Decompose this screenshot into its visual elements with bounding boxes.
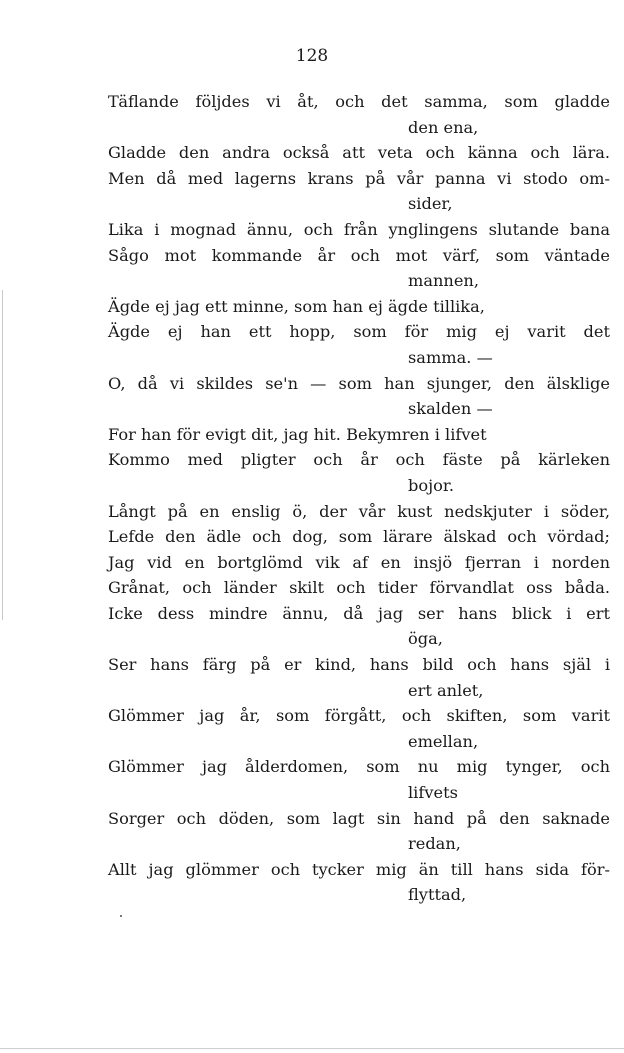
poem-line: Sågo mot kommande år och mot värf, som väntade (108, 245, 610, 265)
scan-edge-line (2, 290, 3, 620)
poem-line: Sorger och döden, som lagt sin hand på den saknade (108, 808, 610, 828)
page-number: 128 (295, 46, 329, 66)
poem-line-continuation: sider, (408, 194, 453, 214)
scan-bottom-edge (0, 1048, 624, 1049)
poem-line-continuation: den ena, (408, 117, 479, 137)
poem-line: Kommo med pligter och år och fäste på kärleken (108, 450, 610, 470)
scan-speck (120, 915, 122, 917)
poem-line: Jag vid en bortglömd vik af en insjö fjerran i norden (108, 552, 610, 572)
poem-line-continuation: ert anlet, (408, 680, 484, 700)
poem-line: Ser hans färg på er kind, hans bild och hans själ i (108, 655, 610, 675)
poem-line-continuation: skalden — (408, 399, 493, 419)
poem-line: Lika i mognad ännu, och från ynglingens slutande bana (108, 219, 610, 239)
poem-line: Grånat, och länder skilt och tider förvandlat oss båda. (108, 578, 610, 598)
poem-line-continuation: bojor. (408, 475, 454, 495)
poem-line-continuation: mannen, (408, 271, 480, 291)
poem-line: Glömmer jag ålderdomen, som nu mig tynger, och (108, 757, 610, 777)
poem-line: Täflande följdes vi åt, och det samma, som gladde (108, 92, 610, 111)
poem-line: Gladde den andra också att veta och känna och lära. (108, 143, 610, 163)
poem-line: O, då vi skildes se'n — som han sjunger, den älsklige (108, 373, 610, 393)
poem-line: Men då med lagerns krans på vår panna vi stodo om- (108, 168, 610, 188)
poem-line: Ägde ej han ett hopp, som för mig ej varit det (108, 322, 610, 342)
poem-line: Lefde den ädle och dog, som lärare älskad och vördad; (108, 527, 610, 547)
poem-body (108, 89, 610, 908)
poem-line-continuation: redan, (408, 834, 461, 854)
poem-line-continuation: öga, (408, 629, 443, 649)
poem-line: Långt på en enslig ö, der vår kust nedskjuter i söder, (108, 501, 610, 521)
poem-line: Glömmer jag år, som förgått, och skiften, som varit (108, 706, 610, 726)
poem-line-continuation: samma. — (408, 347, 493, 367)
poem-line-continuation: emellan, (408, 731, 479, 751)
poem-line: For han för evigt dit, jag hit. Bekymren i lifvet (108, 424, 487, 444)
poem-line-continuation: flyttad, (408, 885, 467, 905)
poem-line-continuation: lifvets (408, 783, 458, 803)
poem-line: Ägde ej jag ett minne, som han ej ägde tillika, (108, 296, 485, 316)
poem-line: Icke dess mindre ännu, då jag ser hans blick i ert (108, 603, 610, 623)
poem-line: Allt jag glömmer och tycker mig än till hans sida för- (108, 859, 610, 879)
